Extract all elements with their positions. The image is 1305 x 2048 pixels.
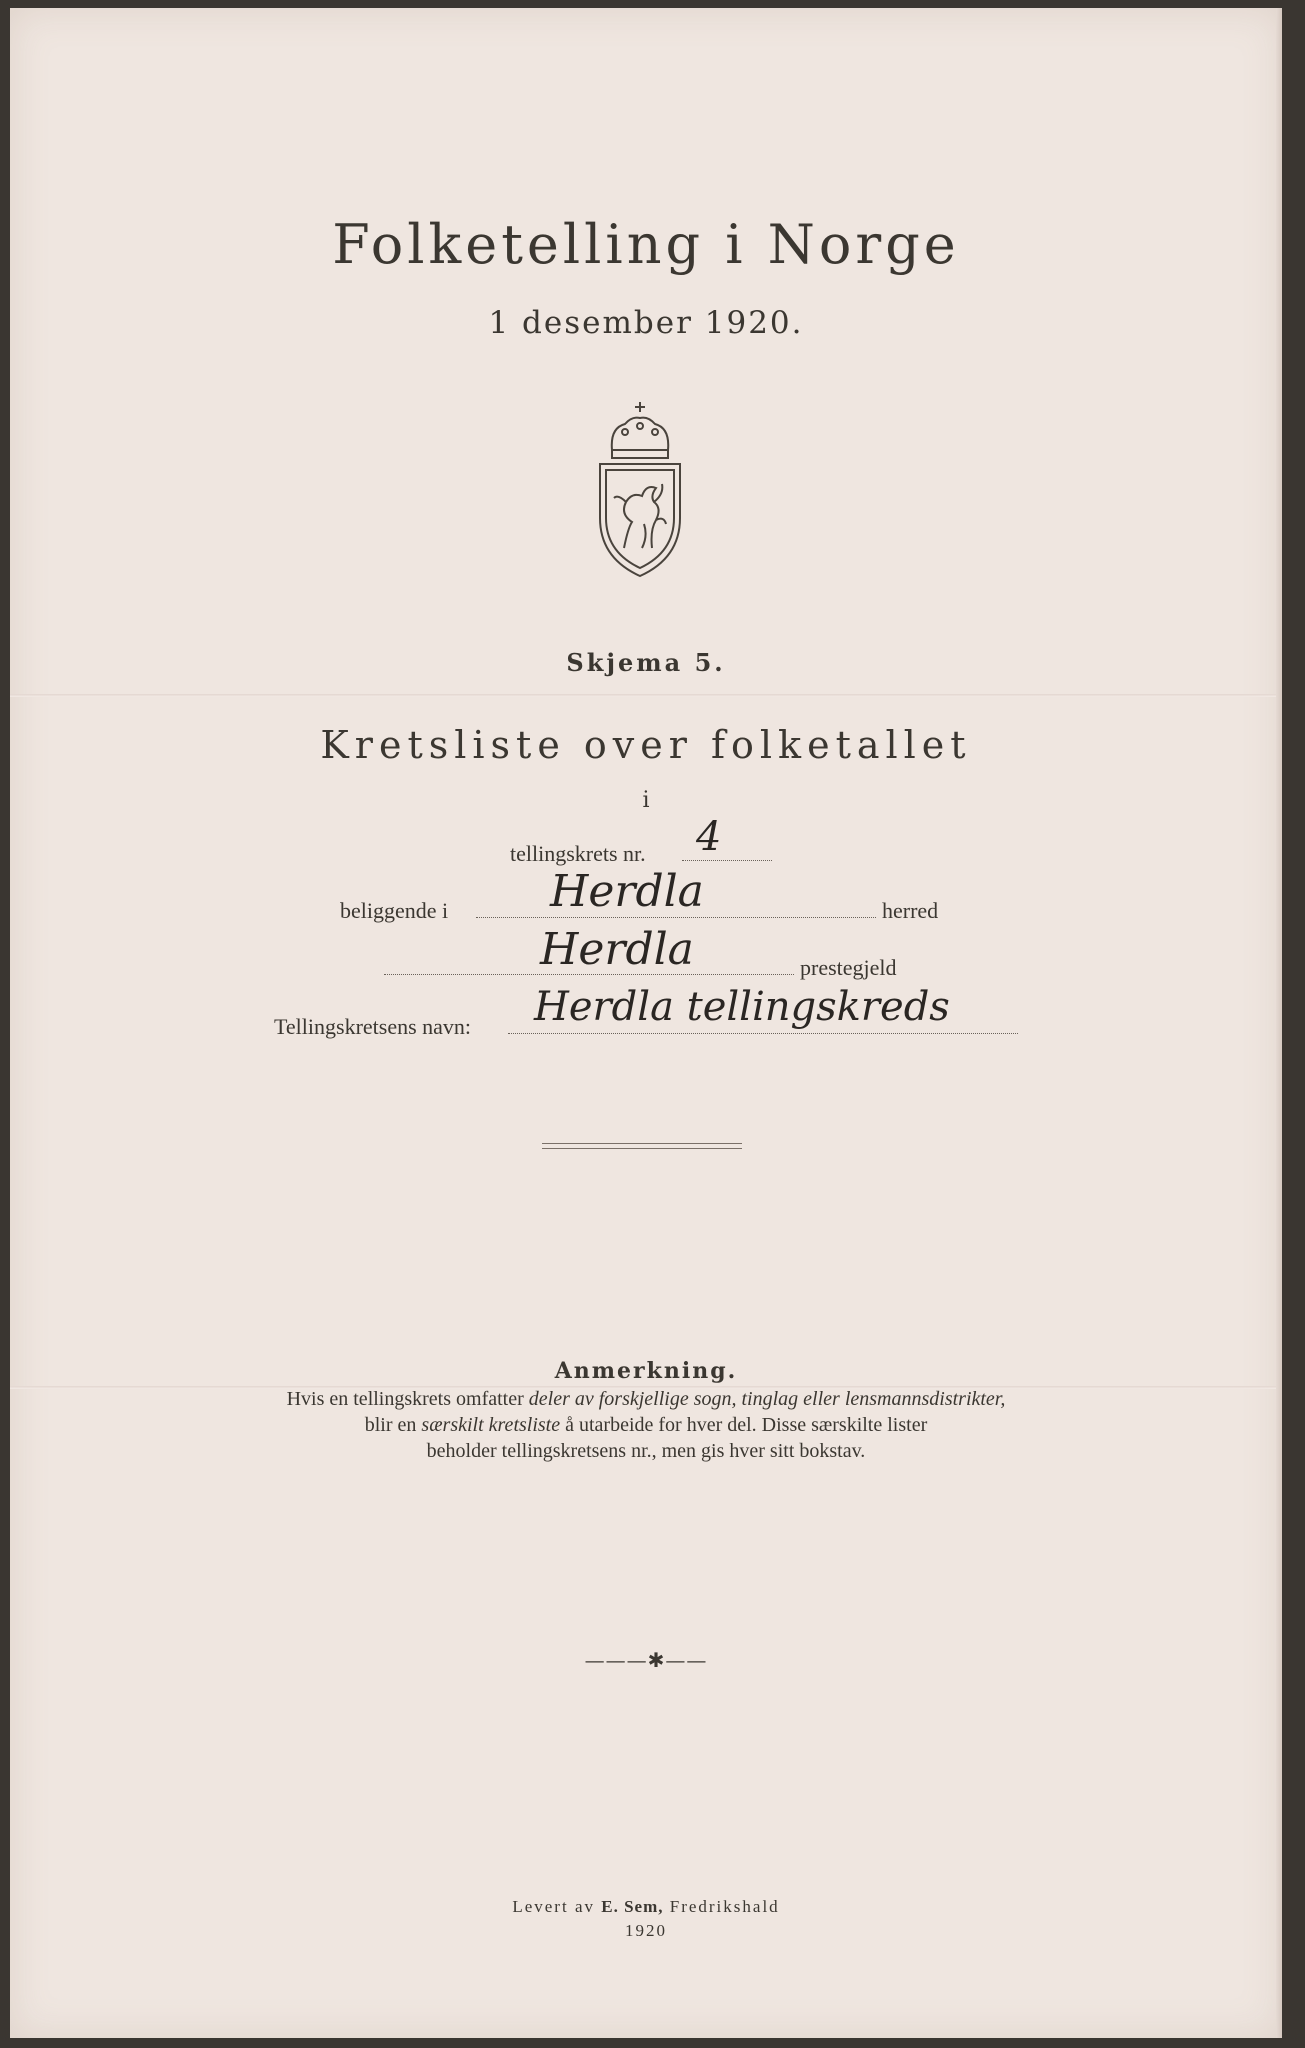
note-line-2-b: særskilt kretsliste xyxy=(421,1414,561,1436)
herred-line xyxy=(476,917,876,918)
navn-value: Herdla tellingskreds xyxy=(534,984,950,1030)
note-text xyxy=(10,1386,1282,1464)
note-line-1-a: Hvis en tellingskrets omfatter xyxy=(286,1388,529,1410)
prestegjeld-value: Herdla xyxy=(540,924,694,975)
printer-name: E. Sem, xyxy=(601,1897,664,1916)
paper-fold xyxy=(10,694,1282,697)
note-line-2 xyxy=(10,1412,1282,1438)
connector-word: i xyxy=(642,788,650,813)
printer-imprint xyxy=(10,1895,1282,1943)
note-line-1 xyxy=(10,1386,1282,1412)
census-date: 1 desember 1920. xyxy=(488,305,804,341)
document-title: Folketelling i Norge xyxy=(332,213,960,276)
norwegian-coat-of-arms-icon xyxy=(590,398,690,578)
schema-number: Skjema 5. xyxy=(566,648,726,677)
navn-line xyxy=(508,1033,1018,1034)
separator-rule xyxy=(542,1143,742,1149)
herred-label: herred xyxy=(882,898,939,923)
printer-year: 1920 xyxy=(625,1921,667,1940)
beliggende-label: beliggende i xyxy=(340,898,449,923)
printer-line xyxy=(10,1895,1282,1919)
census-form-page xyxy=(10,8,1282,2038)
printer-prefix: Levert av xyxy=(512,1897,602,1916)
note-title: Anmerkning. xyxy=(554,1358,738,1384)
tellingskrets-label: tellingskrets nr. xyxy=(510,841,646,866)
herred-value: Herdla xyxy=(550,866,704,917)
form-heading: Kretsliste over folketallet xyxy=(320,723,972,767)
ornament-divider: ———✱—— xyxy=(584,1648,708,1672)
tellingskrets-value: 4 xyxy=(696,814,722,860)
note-line-3: beholder tellingskretsens nr., men gis hver sitt bokstav. xyxy=(426,1440,866,1462)
note-line-2-a: blir en xyxy=(364,1414,422,1436)
tellingskrets-line xyxy=(682,860,772,861)
prestegjeld-label: prestegjeld xyxy=(800,955,897,980)
navn-label: Tellingskretsens navn: xyxy=(274,1014,472,1039)
note-line-2-c: å utarbeide for hver del. Disse særskilte lister xyxy=(560,1414,928,1436)
note-line-1-b: deler av forskjellige sogn, tinglag eller lensmannsdistrikter, xyxy=(528,1388,1006,1410)
printer-place: Fredrikshald xyxy=(663,1897,780,1916)
